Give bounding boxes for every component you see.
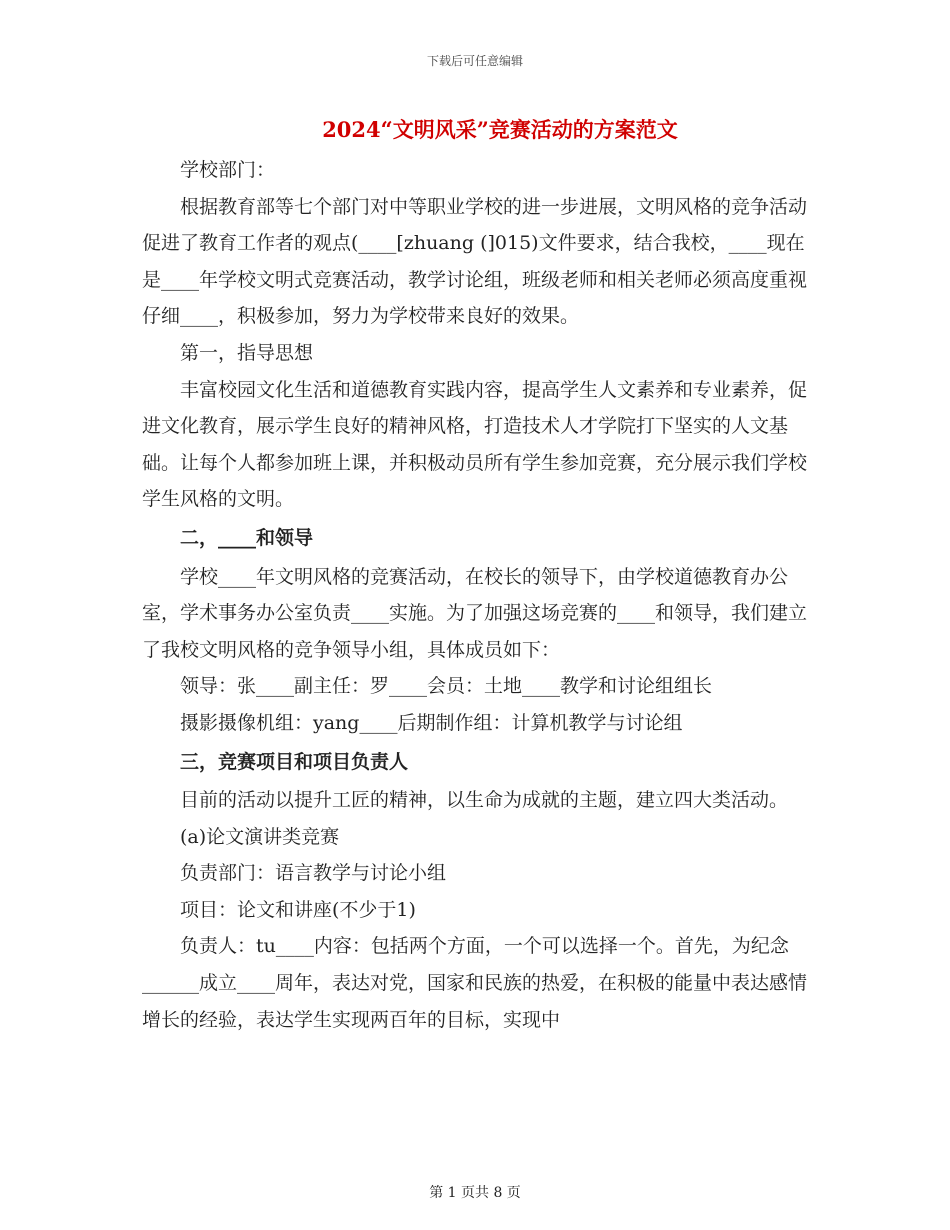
responsible-department-line: 负责部门：语言教学与讨论小组 bbox=[180, 862, 447, 885]
organization-paragraph: 学校____年文明风格的竞赛活动，在校长的领导下，由学校道德教育办公室，学术事务办公室负责____实施。为了加强这场竞赛的____和领导，我们建立了我校文明风格的竞争领导小组，具体成员如下： bbox=[142, 565, 808, 661]
project-line: 项目：论文和讲座(不少于1) bbox=[180, 898, 416, 921]
page-footer: 第 1 页共 8 页 bbox=[429, 1185, 521, 1201]
competition-intro-paragraph: 目前的活动以提升工匠的精神，以生命为成就的主题，建立四大类活动。 bbox=[180, 789, 789, 812]
responsible-person-paragraph: 负责人：tu____内容：包括两个方面，一个可以选择一个。首先，为纪念______成立____周年，表达对党，国家和民族的热爱，在积极的能量中表达感情增长的经验，表达学生实现两百年的目标，实现中 bbox=[142, 935, 808, 1031]
document-title: 2024“文明风采”竞赛活动的方案范文 bbox=[322, 117, 678, 142]
leadership-members-line: 领导：张____副主任：罗____会员：土地____教学和讨论组组长 bbox=[180, 675, 713, 698]
category-a-title: (a)论文演讲类竞赛 bbox=[180, 825, 340, 848]
section-heading-guiding-thought: 第一，指导思想 bbox=[180, 341, 314, 364]
section-heading-competition-items: 三，竞赛项目和项目负责人 bbox=[180, 750, 409, 773]
production-groups-line: 摄影摄像机组：yang____后期制作组：计算机教学与讨论组 bbox=[180, 711, 683, 734]
page-header: 下载后可任意编辑 bbox=[426, 54, 523, 68]
guiding-thought-paragraph: 丰富校园文化生活和道德教育实践内容，提高学生人文素养和专业素养，促进文化教育，展示学生良好的精神风格，打造技术人才学院打下坚实的人文基础。让每个人都参加班上课，并积极动员所有学生参加竞赛，充分展示我们学校学生风格的文明。 bbox=[142, 378, 808, 511]
intro-paragraph: 根据教育部等七个部门对中等职业学校的进一步进展，文明风格的竞争活动促进了教育工作者的观点(____[zhuang (]015)文件要求，结合我校，____现在是____年学校文明式竞赛活动，教学讨论组，班级老师和相关老师必须高度重视仔细____，积极参加，努力为学校带来良好的效果。 bbox=[142, 195, 808, 328]
salutation: 学校部门： bbox=[180, 159, 276, 181]
section-heading-organization: 二，____和领导 bbox=[180, 526, 314, 549]
document-body bbox=[142, 152, 808, 1038]
